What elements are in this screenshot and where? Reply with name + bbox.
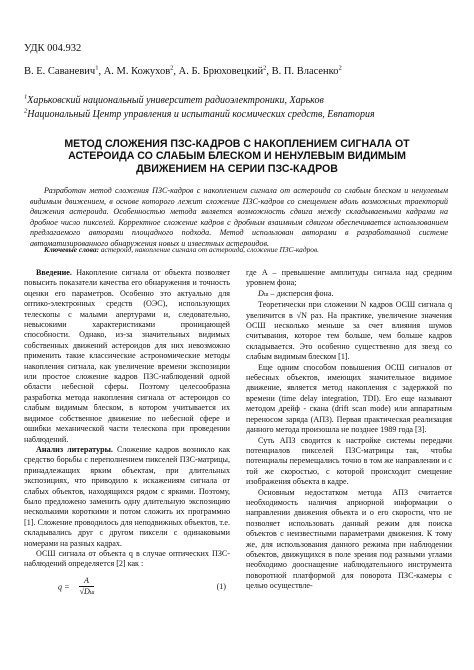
tdi-paragraph: Еще одним способом повышения ОСШ сигналов от небесных объектов, имеющих значительное видимое движение, является метод накопления с задержкой по времени (time delay integration, TDI). Его еще называют методом дрейф - скана (drift scan mode) или аппаратным переносом заряда (АПЗ). Первая практическая реализация данного метода произошла не позднее 1989 года [3]. [246,362,452,435]
theory-paragraph: Теоретически при сложении N кадров ОСШ сигнала q увеличится в √N раз. На практике, увеличение значения ОСШ несколько меньше за счет влияния шумов считывания, которое тем больше, чем больше кадров складывается. Это особенно существенно для звезд со слабым видимым блеском [1]. [246,300,452,362]
introduction-heading: Введение. [36,268,72,277]
affiliation-text: Харьковский национальный университет радиоэлектроники, Харьков [27,95,324,106]
author-affiliation-mark: 2 [170,64,174,72]
equation-lhs: q = [58,582,70,592]
equation-denominator [76,587,98,598]
literature-text: Сложение кадров возникло как средство борьбы с переполнением пикселей ПЗС-матрицы, принадлежащих ярким объектам, при длительных экспозициях, что приводило к искажениям сигнала от слабых объектов, находящихся рядом с яркими. Поэтому, было предложено заменить одну длительную экспозицию несколькими короткими и потом сложить их программно [1]. Сложение проводилось для неподвижных объектов, т.е. складывались друг с другом пиксели с одинаковыми номерами на разных кадрах. [24,444,230,548]
author-name: В. Е. Саваневич [24,66,96,77]
equation-1 [24,570,230,603]
equation-numerator: A [81,576,92,587]
equation-body [58,576,97,599]
author-affiliation-mark: 2 [338,64,342,72]
article-title: МЕТОД СЛОЖЕНИЯ ПЗС-КАДРОВ С НАКОПЛЕНИЕМ СИГНАЛА ОТ АСТЕРОИДА СО СЛАБЫМ БЛЕСКОМ И НЕНУЛЕВЫМ ВИДИМЫМ ДВИЖЕНИЕМ НА СЕРИИ ПЗС-КАДРОВ [64,138,410,175]
introduction-paragraph [24,268,230,445]
keywords-text: астероид, накопление сигнала от астероида, сложение ПЗС-кадров. [100,245,320,254]
literature-heading: Анализ литературы. [36,444,113,454]
author-affiliation-mark: 1 [95,64,99,72]
apz-paragraph: Суть АПЗ сводится к настройке системы передачи потенциалов пикселей ПЗС-матрицы так, чтобы потенциалы перемещались точно в том же направлении и с той же скоростью, с которой происходит смещение изображения объекта в кадре. [246,435,452,487]
author-name: А. М. Кожухов [103,66,171,77]
introduction-text: Накопление сигнала от объекта позволяет повысить показатели качества его обнаружения и точность оценки его параметров. Особенно это актуально для оптико-электронных средств (ОЭС), использующих телескопы с малыми апертурами и, следовательно, невысокими характеристиками проницающей способности. Однако, из-за значительных видимых собственных движений астероидов для них невозможно применить такие классические астрономические методы накопления сигнала, как увеличение времени экспозиции или простое сложение кадров ПЗС-наблюдений одной области небесной сферы. Поэтому целесообразна разработка метода накопления сигнала от астероидов со слабым видимым блеском, в котором учитывается их видимое собственное движение по небесной сфере и ошибки механической части телескопа при проведении наблюдений. [24,268,230,444]
snr-paragraph: ОСШ сигнала от объекта q в случае оптических ПЗС-наблюдений определяется [2] как : [24,548,230,569]
sqrt-symbol: √Dш [79,587,95,597]
affiliation-mark: 2 [24,107,28,115]
author-name: В. П. Власенко [271,66,339,77]
keywords [44,245,448,254]
author-line: В. Е. Саваневич$^1$, А. М. Кожухов$^2$, А. Б. Брюховецкий$^2$, В. П. Власенко$^2$ [24,64,342,77]
right-column [246,268,452,592]
affiliation-2 [24,109,375,120]
keywords-label: Ключевые слова: [44,245,99,254]
left-column [24,268,230,603]
abstract: Разработан метод сложения ПЗС-кадров с накоплением сигнала от астероида со слабым блеском и ненулевым видимым движением, в основе которого лежит сложение ПЗС-кадров со смещением вдоль возможных траекторий движения астероида. Особенностью метода является возможность сдвига между складываемыми кадрами на дробное число пикселей. Корректное сложение кадров с дробным взаимным сдвигом обеспечивается использованием предлагаемого авторами площадного подхода. Метод использован авторами в разработанной системе автоматизированного обнаружения новых и известных астероидов. [30,186,448,248]
literature-paragraph [24,445,230,549]
equation-number: (1) [216,581,226,591]
where-d-line: Dш – дисперсия фона. [258,288,334,298]
udk-code: УДК 004.932 [24,43,82,54]
affiliation-text: Национальный Центр управления и испытаний космических средств, Евпатория [27,109,375,120]
drawback-paragraph: Основным недостатком метода АПЗ считается необходимость наличия априорной информации о направлении движения объекта и о его скорости, что не позволяет использовать данный режим для поиска объектов с неизвестными параметрами движения. К тому же, для использования данного режима при наблюдении объектов, движущихся в поле зрения под разными углами необходимо дооснащение наблюдательного инструмента поворотной платформой для поворота ПЗС-камеры с целью осуществле- [246,487,452,591]
equation-fraction [76,576,98,599]
affiliation-1 [24,95,324,106]
affiliation-mark: 1 [24,93,28,101]
author-name: А. Б. Брюховецкий [178,66,264,77]
where-text: где A – превышение амплитуды сигнала над средним уровнем фона; [246,268,452,288]
author-affiliation-mark: 2 [263,64,267,72]
